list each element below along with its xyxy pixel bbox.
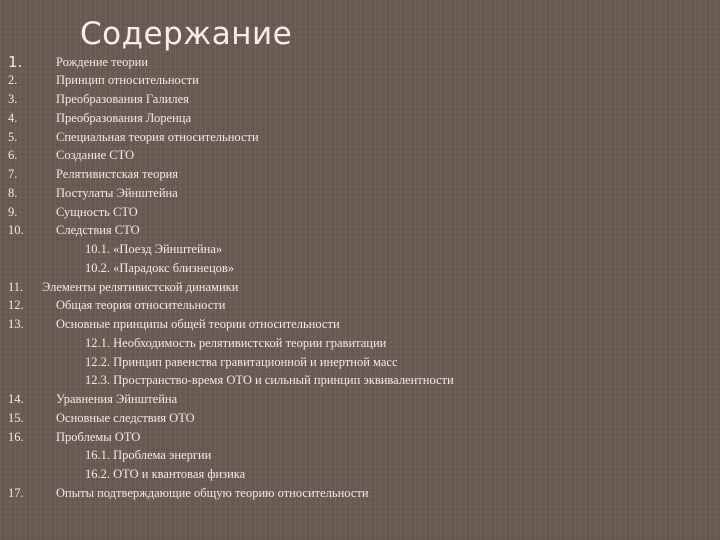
toc-item-text: 16.1. Проблема энергии — [85, 448, 212, 462]
toc-item-number: 4. — [8, 111, 18, 125]
toc-item-text: 10.2. «Парадокс близнецов» — [85, 261, 235, 275]
toc-item-text: Создание СТО — [56, 148, 135, 162]
toc-item-text: Проблемы ОТО — [56, 430, 141, 444]
toc-item-text: Основные принципы общей теории относительности — [56, 317, 340, 331]
toc-item-text: 12.2. Принцип равенства гравитационной и инертной масс — [85, 355, 398, 369]
toc-item-number: 16. — [8, 430, 24, 444]
toc-item-number: 5. — [8, 130, 18, 144]
toc-item-text: Принцип относительности — [56, 73, 199, 87]
toc-item-number: 17. — [8, 486, 24, 500]
toc-item-text: Опыты подтверждающие общую теорию относительности — [56, 486, 369, 500]
toc-item-text: Общая теория относительности — [56, 298, 226, 312]
toc-item-number: 9. — [8, 205, 18, 219]
toc-item-text: Постулаты Эйнштейна — [56, 186, 178, 200]
toc-item-text: Элементы релятивистской динамики — [42, 280, 239, 294]
toc-item-text: Следствия СТО — [56, 223, 140, 237]
page-title: Содержание — [80, 16, 293, 52]
toc-item-number: 13. — [8, 317, 24, 331]
toc-item-text: 10.1. «Поезд Эйнштейна» — [85, 242, 223, 256]
toc-item-text: 16.2. ОТО и квантовая физика — [85, 467, 246, 481]
toc-item-text: Преобразования Галилея — [56, 92, 189, 106]
toc-item-number: 10. — [8, 223, 24, 237]
toc-item-text: 12.1. Необходимость релятивистской теории гравитации — [85, 336, 387, 350]
toc-item-text: Сущность СТО — [56, 205, 138, 219]
toc-item-number: 11. — [8, 280, 24, 294]
toc-item-text: Преобразования Лоренца — [56, 111, 192, 125]
toc-item-number: 12. — [8, 298, 24, 312]
toc-item-number: 1. — [8, 53, 23, 71]
toc-item-number: 6. — [8, 148, 18, 162]
toc-item-text: Основные следствия ОТО — [56, 411, 195, 425]
toc-item-number: 2. — [8, 73, 18, 87]
toc-item-number: 14. — [8, 392, 24, 406]
toc-item-text: Уравнения Эйнштейна — [56, 392, 178, 406]
toc-item-number: 8. — [8, 186, 18, 200]
toc-item-text: 12.3. Пространство-время ОТО и сильный принцип эквивалентности — [85, 373, 454, 387]
toc-item-number: 3. — [8, 92, 18, 106]
toc-item-text: Рождение теории — [56, 55, 149, 69]
toc-item-text: Релятивистская теория — [56, 167, 179, 181]
toc-item-text: Специальная теория относительности — [56, 130, 259, 144]
toc-item-number: 7. — [8, 167, 18, 181]
toc-item-number: 15. — [8, 411, 24, 425]
